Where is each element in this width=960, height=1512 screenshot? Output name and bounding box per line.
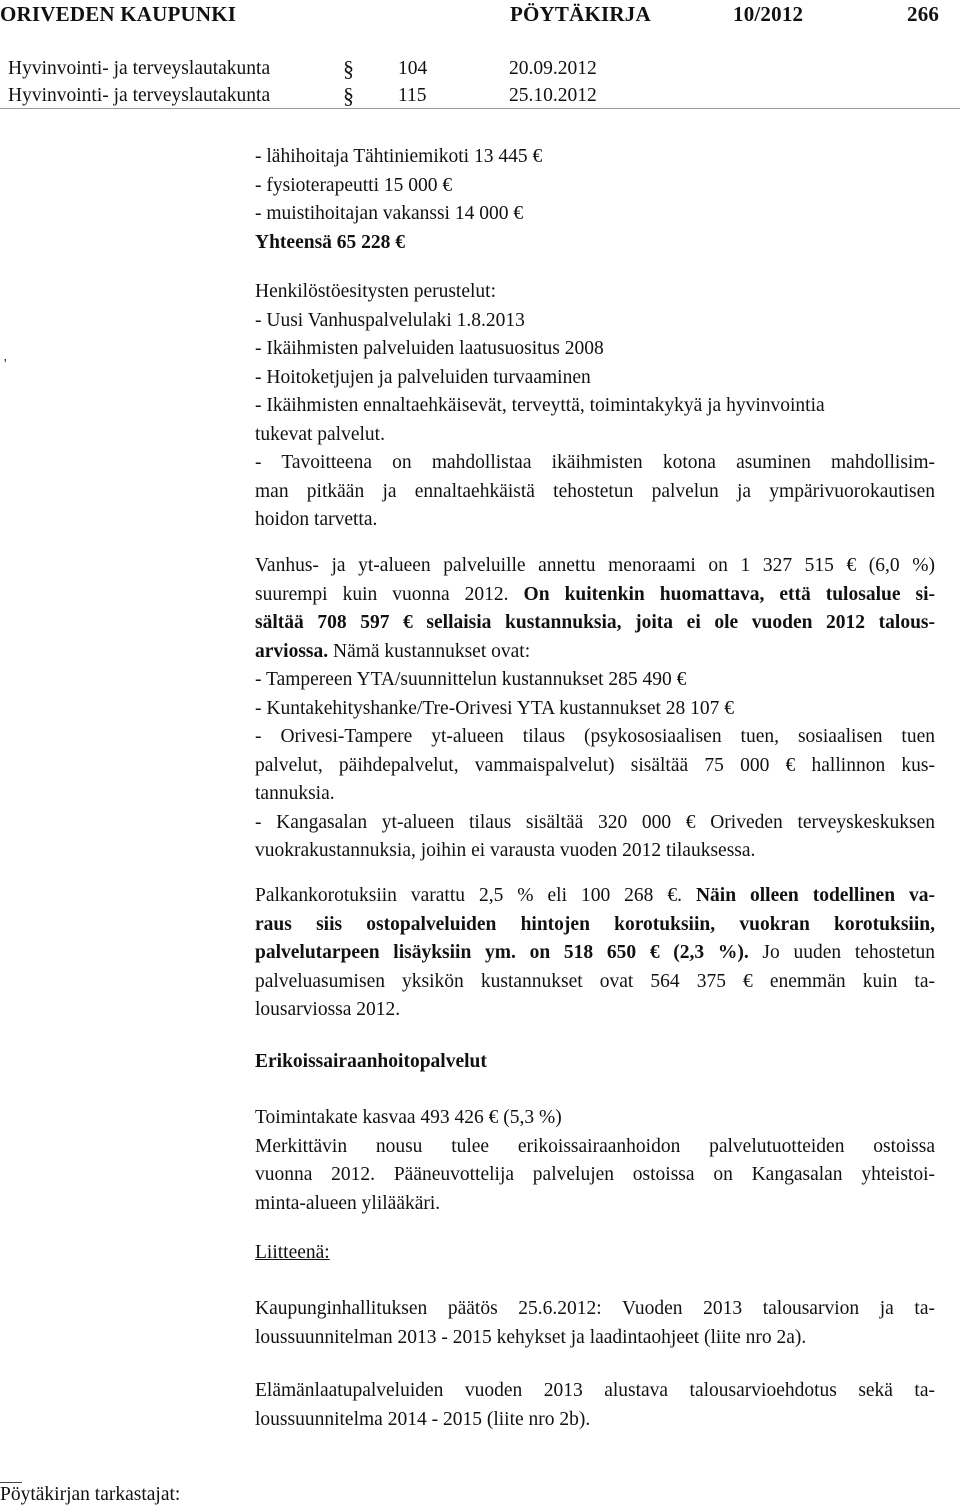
attachments-heading: Liitteenä: bbox=[255, 1242, 330, 1263]
specialist-section bbox=[255, 1048, 935, 1077]
section-number: 104 bbox=[398, 58, 428, 79]
cost-total: Yhteensä 65 228 € bbox=[255, 231, 406, 253]
rationale-line: - Tavoitteena on mahdollistaa ikäihmisten kotona asuminen mahdollisim- bbox=[255, 452, 935, 473]
text-line: - Tampereen YTA/suunnittelun kustannukset 285 490 € bbox=[255, 669, 687, 690]
text-line: Toimintakate kasvaa 493 426 € (5,3 %) bbox=[255, 1107, 562, 1128]
overrun-section bbox=[255, 552, 935, 866]
rationale-section bbox=[255, 278, 935, 535]
text-line: palvelut, päihdepalvelut, vammaispalvelut) sisältää 75 000 € hallinnon kus- bbox=[255, 754, 935, 776]
text-line: Kaupunginhallituksen päätös 25.6.2012: Vuoden 2013 talousarvion ja ta- bbox=[255, 1298, 935, 1319]
text-line: - Orivesi-Tampere yt-alueen tilaus (psykososiaalisen tuen, sosiaalisen tuen bbox=[255, 726, 935, 747]
text-line: - Kuntakehityshanke/Tre-Orivesi YTA kustannukset 28 107 € bbox=[255, 697, 735, 719]
text-line: Palkankorotuksiin varattu 2,5 % eli 100 268 €. Näin olleen todellinen va- bbox=[255, 885, 935, 906]
text-line: raus siis ostopalveluiden hintojen korotuksiin, vuokran korotuksiin, bbox=[255, 913, 935, 935]
text-line: palveluasumisen yksikön kustannukset ovat 564 375 € enemmän kuin ta- bbox=[255, 970, 935, 992]
committee-name: Hyvinvointi- ja terveyslautakunta bbox=[8, 85, 271, 106]
text-line: vuokrakustannuksia, joihin ei varausta vuoden 2012 tilauksessa. bbox=[255, 840, 756, 861]
text-line: - Kangasalan yt-alueen tilaus sisältää 320 000 € Oriveden terveyskeskuksen bbox=[255, 811, 935, 833]
cost-list bbox=[255, 143, 935, 257]
cost-line: - lähihoitaja Tähtiniemikoti 13 445 € bbox=[255, 146, 543, 167]
text-line: sältää 708 597 € sellaisia kustannuksia, joita ei ole vuoden 2012 talous- bbox=[255, 612, 935, 633]
meeting-date: 20.09.2012 bbox=[509, 58, 597, 79]
text-line: Vanhus- ja yt-alueen palveluille annettu menoraami on 1 327 515 € (6,0 %) bbox=[255, 555, 935, 576]
text-line: minta-alueen ylilääkäri. bbox=[255, 1192, 441, 1214]
footer-label: Pöytäkirjan tarkastajat: bbox=[0, 1484, 181, 1505]
text-line: loussuunnitelma 2014 - 2015 (liite nro 2b). bbox=[255, 1408, 591, 1430]
rationale-line: hoidon tarvetta. bbox=[255, 509, 378, 530]
text-line: vuonna 2012. Pääneuvottelija palvelujen ostoissa on Kangasalan yhteistoi- bbox=[255, 1164, 935, 1185]
section-sign: § bbox=[343, 83, 354, 108]
attachments-section bbox=[255, 1239, 935, 1268]
meeting-date: 25.10.2012 bbox=[509, 85, 597, 106]
footer-rule bbox=[0, 1482, 22, 1483]
rationale-line: tukevat palvelut. bbox=[255, 423, 385, 445]
text-line: arviossa. Nämä kustannukset ovat: bbox=[255, 640, 531, 662]
specialist-body bbox=[255, 1104, 935, 1218]
margin-mark: ' bbox=[4, 357, 7, 372]
text-line: suurempi kuin vuonna 2012. On kuitenkin huomattava, että tulosalue si- bbox=[255, 583, 935, 605]
text-line: Elämänlaatupalveluiden vuoden 2013 alustava talousarvioehdotus sekä ta- bbox=[255, 1380, 935, 1401]
rationale-line: - Ikäihmisten ennaltaehkäisevät, terveyttä, toimintakykyä ja hyvinvointia bbox=[255, 395, 825, 416]
header-divider bbox=[0, 108, 960, 109]
text-line: loussuunnitelman 2013 - 2015 kehykset ja laadintaohjeet (liite nro 2a). bbox=[255, 1326, 807, 1348]
committee-name: Hyvinvointi- ja terveyslautakunta bbox=[8, 58, 271, 79]
rationale-line: man pitkään ja ennaltaehkäistä tehostetun palvelun ja ympärivuorokautisen bbox=[255, 480, 935, 502]
section-heading: Erikoissairaanhoitopalvelut bbox=[255, 1051, 487, 1072]
attachment-item bbox=[255, 1377, 935, 1434]
cost-line: - muistihoitajan vakanssi 14 000 € bbox=[255, 203, 524, 224]
text-line: Merkittävin nousu tulee erikoissairaanhoidon palvelutuotteiden ostoissa bbox=[255, 1135, 935, 1157]
rationale-line: - Uusi Vanhuspalvelulaki 1.8.2013 bbox=[255, 309, 525, 331]
document-type: PÖYTÄKIRJA bbox=[510, 2, 651, 26]
organization-name: ORIVEDEN KAUPUNKI bbox=[0, 2, 237, 26]
section-number: 115 bbox=[398, 85, 427, 106]
cost-line: - fysioterapeutti 15 000 € bbox=[255, 174, 453, 196]
rationale-heading: Henkilöstöesitysten perustelut: bbox=[255, 281, 497, 302]
document-header bbox=[0, 0, 960, 110]
text-line: palvelutarpeen lisäyksiin ym. on 518 650 € (2,3 %). Jo uuden tehostetun bbox=[255, 942, 935, 963]
text-line: tannuksia. bbox=[255, 783, 335, 804]
document-number: 10/2012 bbox=[733, 2, 804, 26]
rationale-line: - Ikäihmisten palveluiden laatusuositus 2008 bbox=[255, 338, 604, 359]
attachment-item bbox=[255, 1295, 935, 1352]
page-number: 266 bbox=[907, 2, 940, 26]
salary-section bbox=[255, 882, 935, 1025]
rationale-line: - Hoitoketjujen ja palveluiden turvaaminen bbox=[255, 366, 591, 388]
section-sign: § bbox=[343, 56, 354, 81]
text-line: lousarviossa 2012. bbox=[255, 999, 401, 1020]
